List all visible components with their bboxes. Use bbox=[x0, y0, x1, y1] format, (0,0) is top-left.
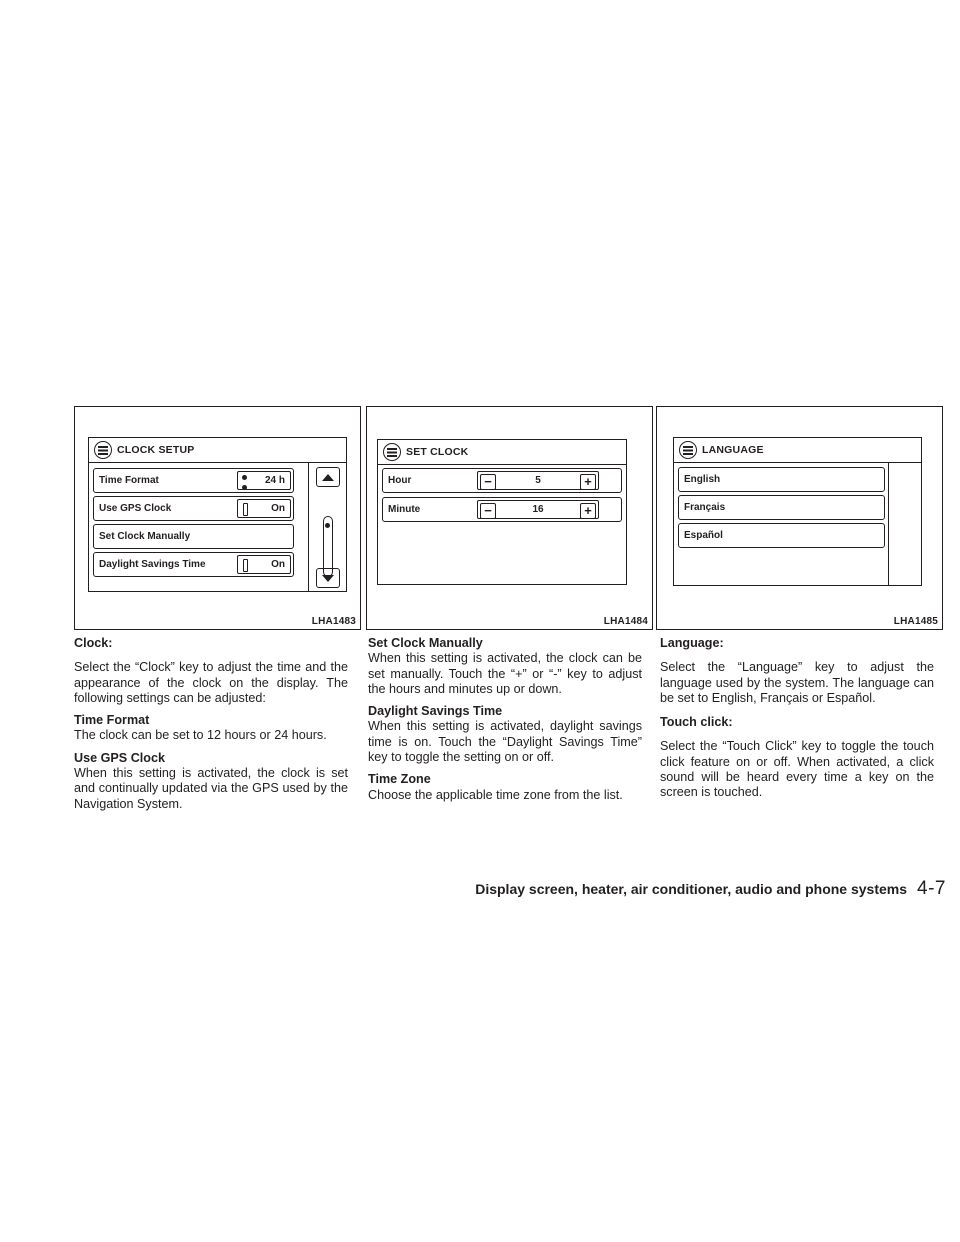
toggle-dots-icon bbox=[242, 475, 248, 490]
row-label: Daylight Savings Time bbox=[99, 559, 206, 570]
row-label: Time Format bbox=[99, 475, 159, 486]
side-column bbox=[888, 463, 921, 585]
minute-row bbox=[382, 497, 622, 522]
text-column-3 bbox=[660, 636, 934, 801]
tz-heading: Time Zone bbox=[368, 772, 431, 787]
scrollbar bbox=[308, 463, 346, 591]
minute-minus-button[interactable]: − bbox=[480, 503, 496, 519]
language-figure bbox=[656, 406, 943, 630]
time-format-value: 24 h bbox=[237, 471, 291, 490]
gps-heading: Use GPS Clock bbox=[74, 750, 165, 765]
text-column-2 bbox=[368, 636, 642, 803]
language-option-francais[interactable]: Français bbox=[678, 495, 885, 520]
screen-title: CLOCK SETUP bbox=[117, 444, 195, 456]
page-number: 4-7 bbox=[917, 878, 946, 899]
figure-code: LHA1485 bbox=[893, 616, 938, 627]
menu-icon[interactable] bbox=[383, 443, 401, 461]
language-option-espanol[interactable]: Español bbox=[678, 523, 885, 548]
manual-heading: Set Clock Manually bbox=[368, 636, 483, 650]
daylight-savings-row[interactable] bbox=[93, 552, 294, 577]
scroll-down-button[interactable] bbox=[316, 568, 340, 588]
daylight-savings-value: On bbox=[237, 555, 291, 574]
page-footer bbox=[475, 878, 946, 900]
tz-body: Choose the applicable time zone from the list. bbox=[368, 787, 623, 802]
scroll-up-button[interactable] bbox=[316, 467, 340, 487]
screen-header bbox=[89, 438, 346, 463]
arrow-down-icon bbox=[322, 575, 334, 582]
screen-header bbox=[378, 440, 626, 465]
set-clock-manually-row[interactable] bbox=[93, 524, 294, 549]
screen-header bbox=[674, 438, 921, 463]
hour-row bbox=[382, 468, 622, 493]
hour-minus-button[interactable]: − bbox=[480, 474, 496, 490]
time-format-row[interactable] bbox=[93, 468, 294, 493]
figure-code: LHA1483 bbox=[311, 616, 356, 627]
row-label: Use GPS Clock bbox=[99, 503, 172, 514]
manual-body: When this setting is activated, the clock can be set manually. Touch the “+” or “-” key to adjust the hours and minutes up or down. bbox=[368, 651, 642, 696]
time-format-heading: Time Format bbox=[74, 713, 150, 728]
language-option-english[interactable]: English bbox=[678, 467, 885, 492]
menu-icon[interactable] bbox=[679, 441, 697, 459]
row-label: Hour bbox=[388, 475, 412, 486]
clock-heading: Clock: bbox=[74, 636, 113, 650]
screen-title: LANGUAGE bbox=[702, 444, 764, 456]
menu-icon[interactable] bbox=[94, 441, 112, 459]
time-format-body: The clock can be set to 12 hours or 24 hours. bbox=[74, 728, 327, 743]
section-title: Display screen, heater, air conditioner, audio and phone systems bbox=[475, 881, 908, 897]
minute-value: 16 bbox=[532, 504, 544, 515]
touch-click-body: Select the “Touch Click” key to toggle the touch click feature on or off. When activated, a click sound will be heard every time a key on the screen is touched. bbox=[660, 739, 934, 800]
use-gps-clock-value: On bbox=[237, 499, 291, 518]
language-screen bbox=[673, 437, 922, 586]
scroll-thumb[interactable] bbox=[325, 523, 330, 528]
dst-body: When this setting is activated, daylight savings time is on. Touch the “Daylight Savings Time” key to toggle the setting on or off. bbox=[368, 719, 642, 765]
hour-value: 5 bbox=[535, 475, 541, 486]
language-heading: Language: bbox=[660, 636, 724, 650]
hour-plus-button[interactable]: + bbox=[580, 474, 596, 490]
clock-body: Select the “Clock” key to adjust the time and the appearance of the clock on the display. The following settings can be adjusted: bbox=[74, 660, 348, 705]
clock-setup-screen bbox=[88, 437, 347, 592]
minute-plus-button[interactable]: + bbox=[580, 503, 596, 519]
use-gps-clock-row[interactable] bbox=[93, 496, 294, 521]
language-body: Select the “Language” key to adjust the language used by the system. The language can be set to English, Français or Español. bbox=[660, 660, 934, 705]
indicator-icon bbox=[243, 503, 248, 516]
set-clock-screen bbox=[377, 439, 627, 585]
hour-stepper bbox=[477, 471, 599, 490]
clock-setup-figure bbox=[74, 406, 361, 630]
gps-body: When this setting is activated, the clock is set and continually updated via the GPS used by the Navigation System. bbox=[74, 766, 348, 811]
minute-stepper bbox=[477, 500, 599, 519]
text-column-1 bbox=[74, 636, 348, 812]
arrow-up-icon bbox=[322, 474, 334, 481]
row-label: Minute bbox=[388, 504, 421, 515]
screen-title: SET CLOCK bbox=[406, 446, 469, 458]
row-label: Set Clock Manually bbox=[99, 531, 191, 542]
set-clock-figure bbox=[366, 406, 653, 630]
indicator-icon bbox=[243, 559, 248, 572]
figure-code: LHA1484 bbox=[603, 616, 648, 627]
touch-click-heading: Touch click: bbox=[660, 715, 733, 730]
dst-heading: Daylight Savings Time bbox=[368, 704, 503, 719]
